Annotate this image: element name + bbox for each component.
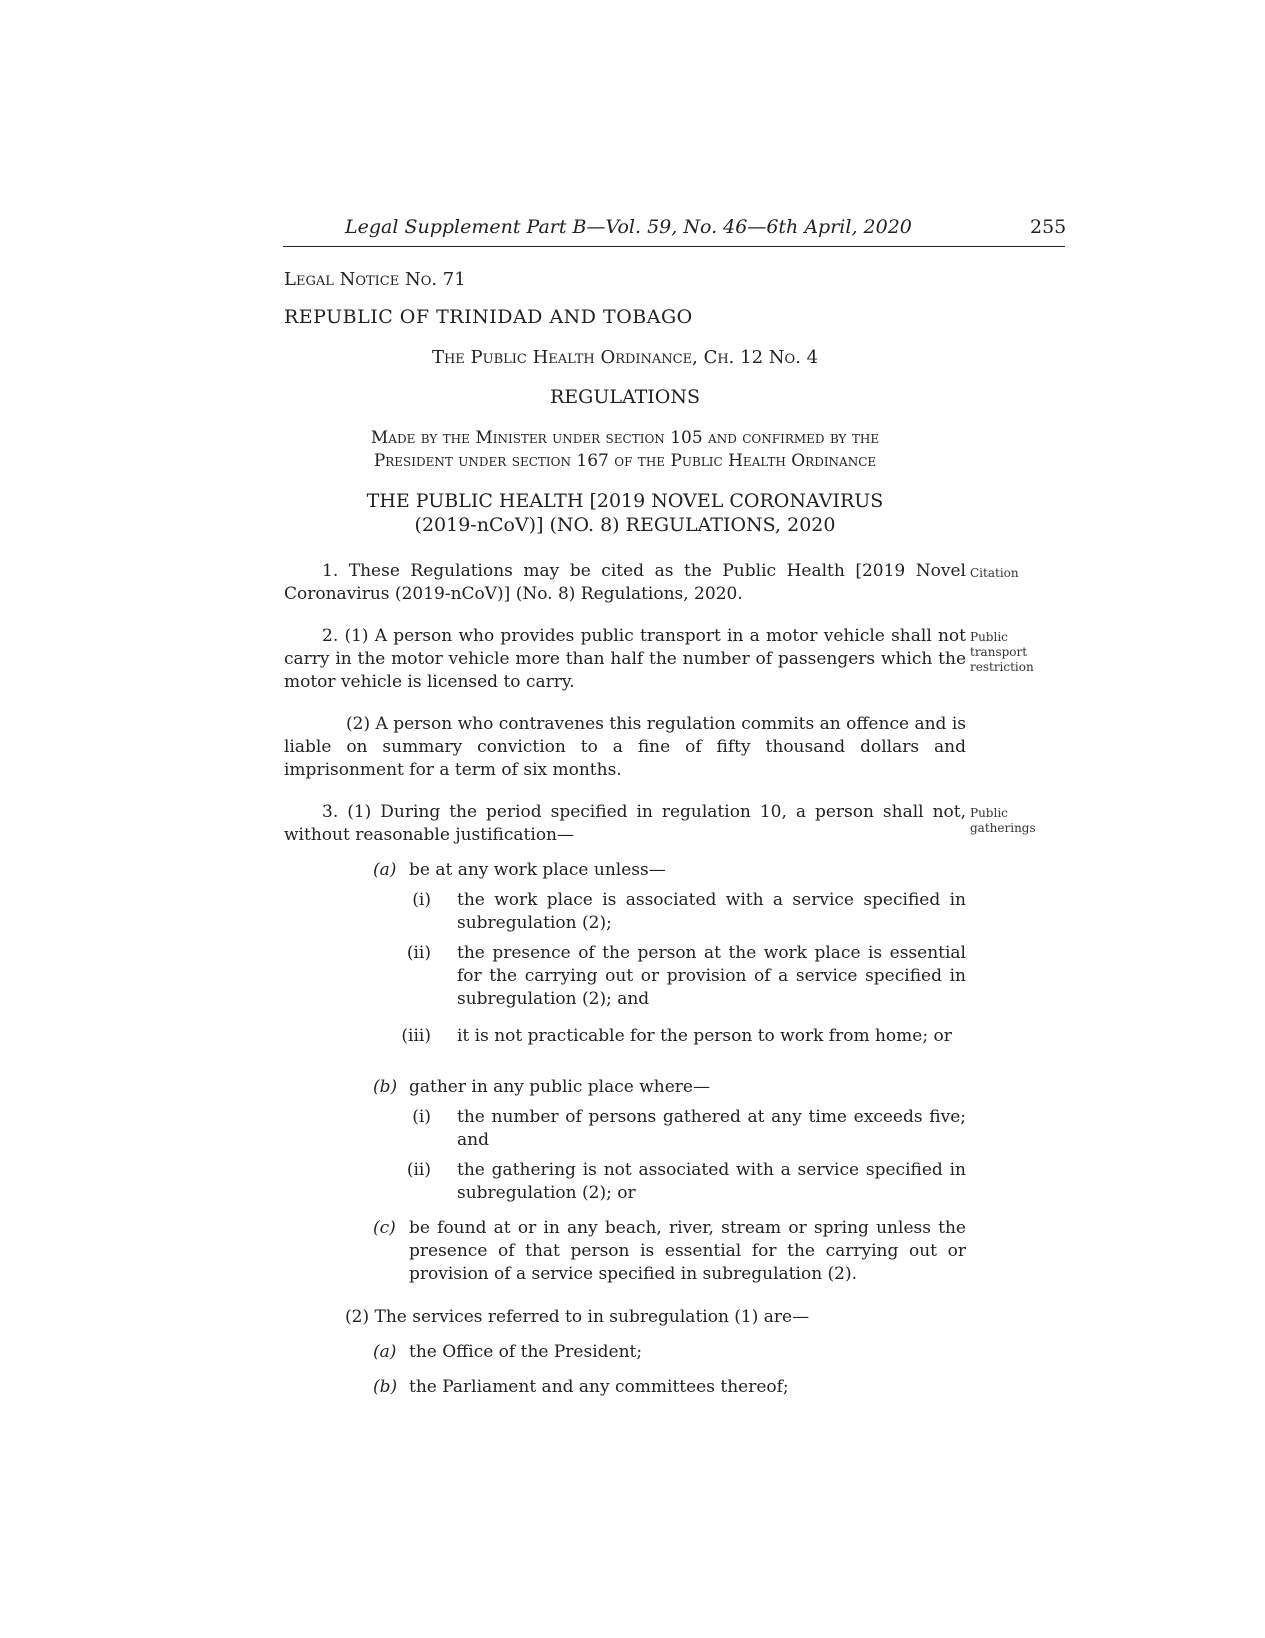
margin-note-citation: Citation bbox=[970, 566, 1019, 580]
regulation-1: 1. These Regulations may be cited as the Public Health [2019 Novel Coronavirus (2019-nCoV)] (No. 8) Regulations, 2020. bbox=[284, 561, 966, 604]
item-a-iii bbox=[401, 1025, 966, 1048]
title-line-1: THE PUBLIC HEALTH [2019 NOVEL CORONAVIRUS bbox=[366, 490, 884, 512]
made-by-line-2: President under section 167 of the Public Health Ordinance bbox=[373, 451, 877, 471]
item-b-ii bbox=[406, 1159, 966, 1205]
service-b bbox=[373, 1376, 966, 1399]
title-line-2: (2019-nCoV)] (NO. 8) REGULATIONS, 2020 bbox=[414, 514, 836, 536]
regulation-2-2: (2) A person who contravenes this regulation commits an offence and is liable on summary conviction to a fine of fifty thousand dollars and imprisonment for a term of six months. bbox=[284, 714, 966, 780]
sub-label: (ii) bbox=[406, 943, 431, 963]
sub-text: the presence of the person at the work place is essential for the carrying out or provision of a service specified in subregulation (2); and bbox=[457, 943, 966, 1009]
regulation-3-1: 3. (1) During the period specified in regulation 10, a person shall not, without reasonable justification— bbox=[284, 802, 966, 845]
sub-text: the gathering is not associated with a service specified in subregulation (2); or bbox=[457, 1160, 966, 1203]
sub-label: (i) bbox=[412, 1107, 431, 1127]
item-text: be found at or in any beach, river, stream or spring unless the presence of that person is essential for the carrying out or provision of a service specified in subregulation (2). bbox=[409, 1218, 966, 1284]
item-label: (b) bbox=[373, 1377, 398, 1397]
item-label: (c) bbox=[373, 1218, 396, 1238]
item-c bbox=[373, 1217, 966, 1286]
regulations-title bbox=[284, 489, 966, 537]
margin-note-transport bbox=[970, 630, 1034, 675]
note-line: gatherings bbox=[970, 821, 1036, 835]
legal-notice-number: Legal Notice No. 71 bbox=[284, 269, 466, 290]
item-b-i bbox=[412, 1106, 966, 1152]
item-b bbox=[373, 1076, 966, 1099]
service-a bbox=[373, 1341, 966, 1364]
ordinance-heading: The Public Health Ordinance, Ch. 12 No. 4 bbox=[431, 347, 819, 368]
item-a bbox=[373, 859, 966, 882]
item-label: (a) bbox=[373, 860, 397, 880]
made-by-statement bbox=[284, 427, 966, 473]
sub-text: the work place is associated with a service specified in subregulation (2); bbox=[457, 890, 966, 933]
margin-note-gatherings bbox=[970, 806, 1036, 836]
regulation-2-1: 2. (1) A person who provides public transport in a motor vehicle shall not carry in the motor vehicle more than half the number of passengers which the motor vehicle is licensed to carry. bbox=[284, 626, 966, 692]
item-a-i bbox=[412, 889, 966, 935]
sub-label: (i) bbox=[412, 890, 431, 910]
item-label: (b) bbox=[373, 1077, 398, 1097]
item-text: the Parliament and any committees thereof; bbox=[409, 1377, 789, 1397]
item-text: be at any work place unless— bbox=[409, 860, 666, 880]
regulation-3-2: (2) The services referred to in subregulation (1) are— bbox=[345, 1307, 810, 1327]
header-rule bbox=[283, 246, 1065, 247]
republic-heading: REPUBLIC OF TRINIDAD AND TOBAGO bbox=[284, 306, 693, 328]
sub-text: the number of persons gathered at any time exceeds five; and bbox=[457, 1107, 966, 1150]
note-line: transport bbox=[970, 645, 1028, 659]
sub-text: it is not practicable for the person to work from home; or bbox=[457, 1026, 952, 1046]
item-text: gather in any public place where— bbox=[409, 1077, 710, 1097]
made-by-line-1: Made by the Minister under section 105 and confirmed by the bbox=[370, 428, 880, 448]
item-a-ii bbox=[406, 942, 966, 1011]
item-label: (a) bbox=[373, 1342, 397, 1362]
sub-label: (ii) bbox=[406, 1160, 431, 1180]
note-line: Public bbox=[970, 630, 1008, 644]
sub-label: (iii) bbox=[401, 1026, 431, 1046]
note-line: Public bbox=[970, 806, 1008, 820]
running-header: Legal Supplement Part B—Vol. 59, No. 46—6th April, 2020 bbox=[345, 216, 912, 238]
note-line: restriction bbox=[970, 660, 1034, 674]
page-number: 255 bbox=[1030, 216, 1067, 238]
item-text: the Office of the President; bbox=[409, 1342, 643, 1362]
regulations-heading: REGULATIONS bbox=[549, 386, 701, 408]
